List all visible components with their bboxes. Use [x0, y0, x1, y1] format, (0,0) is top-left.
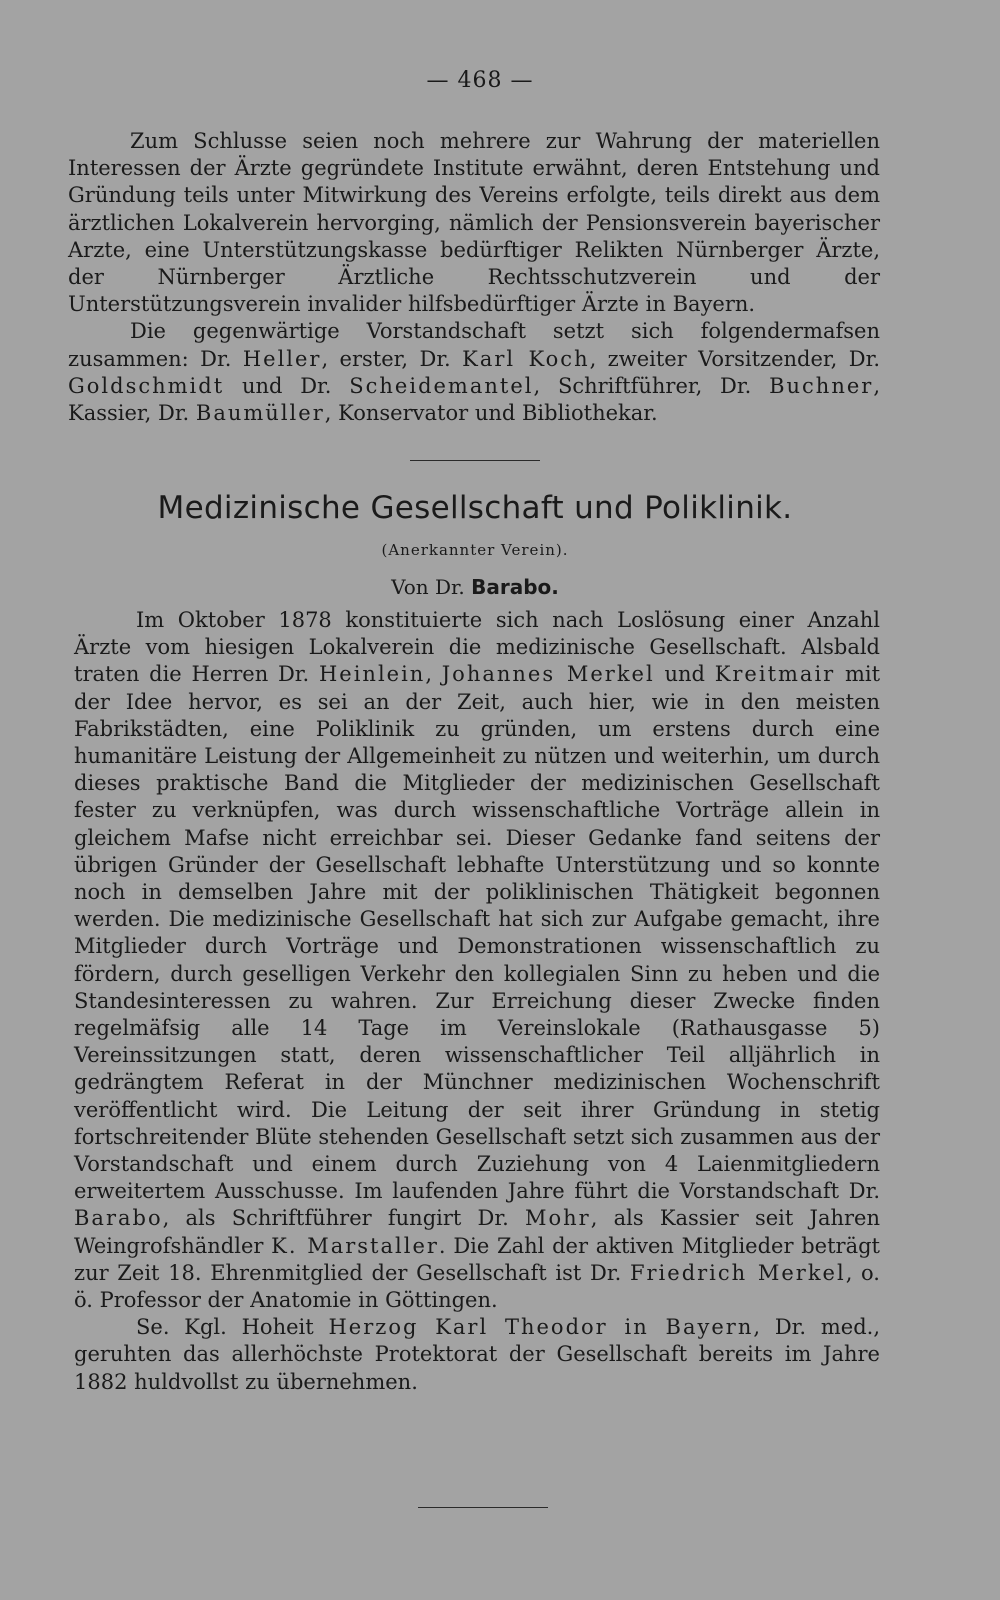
body-paragraph-1 [74, 607, 880, 1314]
person-name: Johannes Merkel [441, 662, 655, 687]
text-run: Die gegenwärtige Vorstandschaft setzt sich folgendermafsen zusammen: Dr. [68, 319, 880, 371]
text-run: , Schriftführer, Dr. [533, 373, 770, 398]
person-name: Barabo [74, 1206, 163, 1231]
body-paragraph-2 [74, 1314, 880, 1396]
text-run: , o. ö. Professor der Anatomie in Göttingen. [74, 1260, 880, 1313]
intro-paragraph-2 [68, 318, 880, 427]
section-body [74, 607, 880, 1396]
person-name: Scheidemantel [349, 373, 534, 398]
person-name: Goldschmidt [68, 373, 225, 398]
text-run: , Kassier, Dr. [68, 373, 881, 426]
text-run: , [425, 662, 442, 687]
page-number: — 468 — [426, 68, 534, 93]
text-run: , zweiter Vorsitzender, Dr. [589, 346, 880, 371]
section-author [0, 575, 950, 599]
text-run: , als Schriftführer fungirt Dr. [162, 1206, 525, 1231]
person-name: Friedrich Merkel [629, 1260, 846, 1285]
author-name: Barabo. [471, 575, 559, 599]
text-run: und Dr. [224, 373, 350, 398]
text-run: Se. Kgl. Hoheit [136, 1315, 329, 1340]
person-name: K. Marstaller [271, 1233, 439, 1258]
intro-text [68, 128, 880, 427]
text-run: mit der Idee hervor, es sei an der Zeit, auch hier, wie in den meisten Fabrikstädten, eine Poliklinik zu gründen, um erstens durch eine humanitäre Leistung der Allgemeinheit zu nützen und weiterhin, um durch dieses praktische Band die Mitglieder der medizinischen Gesellschaft fester zu verknüpfen, was durch wissenschaftliche Vorträge allein in gleichem Mafse nicht erreichbar sei. Dieser Gedanke fand seitens der übrigen Gründer der Gesellschaft lebhafte Unterstützung und so konnte noch in demselben Jahre mit der poliklinischen Thätigkeit begonnen werden. Die medizinische Gesellschaft hat sich zur Aufgabe gemacht, ihre Mitglieder durch Vorträge und Demonstrationen wissenschaftlich zu fördern, durch geselligen Verkehr den kollegialen Sinn zu heben und die Standesinteressen zu wahren. Zur Erreichung dieser Zwecke finden regelmäfsig alle 14 Tage im Vereinslokale (Rathausgasse 5) Vereinssitzungen statt, deren wissenschaftlicher Teil alljährlich in gedrängtem Referat in der Münchner medizinischen Wochenschrift veröffentlicht wird. Die Leitung der seit ihrer Gründung in stetig fortschreitender Blüte stehenden Gesellschaft setzt sich zusammen aus der Vorstandschaft und einem durch Zuziehung von 4 Laienmitgliedern erweitertem Ausschusse. Im laufenden Jahre führt die Vorstandschaft Dr. [74, 662, 881, 1204]
section-subtitle: (Anerkannter Verein). [381, 541, 569, 559]
end-divider [418, 1507, 548, 1508]
person-name: Herzog Karl Theodor in Bayern [328, 1315, 754, 1340]
person-name: Kreitmair [714, 662, 836, 687]
text-run: , als Kassier seit Jahren Weingrofshändler [74, 1206, 880, 1258]
intro-paragraph-1: Zum Schlusse seien noch mehrere zur Wahrung der materiellen Interessen der Ärzte gegründete Institute erwähnt, deren Entstehung und Gründung teils unter Mitwirkung des Vereins erfolgte, teils direkt aus dem ärztlichen Lokalverein hervorging, nämlich der Pensionsverein bayerischer Arzte, eine Unterstützungskasse bedürftiger Relikten Nürnberger Ärzte, der Nürnberger Ärztliche Rechtsschutzverein und der Unterstützungsverein invalider hilfsbedürftiger Ärzte in Bayern. [68, 129, 880, 317]
person-name: Heinlein [318, 662, 426, 687]
text-run: . Die Zahl der aktiven Mitglieder beträgt zur Zeit 18. Ehrenmitglied der Gesellschaft ist Dr. [74, 1233, 880, 1285]
text-run: Im Oktober 1878 konstituierte sich nach Loslösung einer Anzahl Ärzte vom hiesigen Lokalverein die medizinische Gesellschaft. Alsbald traten die Herren Dr. [74, 608, 880, 687]
person-name: Heller [242, 346, 322, 371]
person-name: Baumüller [195, 401, 325, 426]
text-run: und [654, 662, 715, 687]
text-run: , erster, Dr. [321, 346, 463, 371]
text-run: , Konservator und Bibliothekar. [324, 401, 658, 426]
text-run: , Dr. med., geruhten das allerhöchste Protektorat der Gesellschaft bereits im Jahre 1882 huldvollst zu übernehmen. [74, 1315, 881, 1394]
author-prefix: Von Dr. [391, 575, 472, 599]
person-name: Buchner [769, 373, 874, 398]
section-divider [410, 460, 540, 461]
section-title: Medizinische Gesellschaft und Poliklinik. [157, 490, 793, 526]
person-name: Mohr [525, 1206, 591, 1231]
person-name: Karl Koch [462, 346, 590, 371]
